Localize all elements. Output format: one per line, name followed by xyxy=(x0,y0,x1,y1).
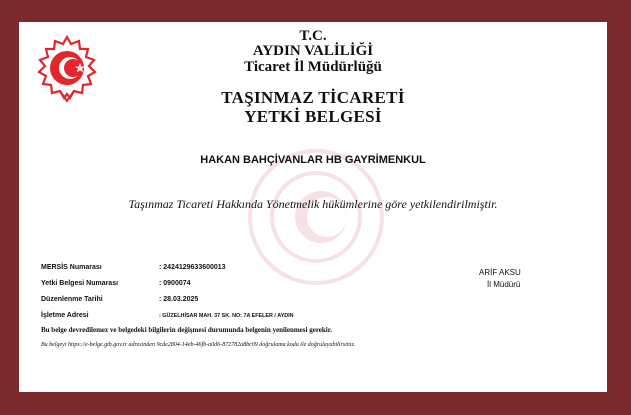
field-value-license-number: : 0900074 xyxy=(159,280,191,287)
header-tc: T.C. xyxy=(299,28,327,44)
field-value-mersis: : 2424129633600013 xyxy=(159,264,226,271)
header-directorate: Ticaret İl Müdürlüğü xyxy=(244,59,382,75)
signatory-name: ARİF AKSU xyxy=(479,268,521,277)
company-name: HAKAN BAHÇİVANLAR HB GAYRİMENKUL xyxy=(200,154,426,166)
transfer-note: Bu belge devredilemez ve belgedeki bilgilerin değişmesi durumunda belgenin yenilenmesi gerekir. xyxy=(41,326,332,334)
certificate-page xyxy=(19,22,607,392)
field-value-issue-date: : 28.03.2025 xyxy=(159,296,199,303)
signatory-title: İl Müdürü xyxy=(487,280,521,289)
field-label-license-number: Yetki Belgesi Numarası xyxy=(41,280,119,287)
authorization-statement: Taşınmaz Ticareti Hakkında Yönetmelik hükümlerine göre yetkilendirilmiştir. xyxy=(128,197,498,211)
field-label-issue-date: Düzenlenme Tarihi xyxy=(41,296,103,303)
field-value-business-address: : GÜZELHİSAR MAH. 37 SK. NO: 7A EFELER / AYDIN xyxy=(159,313,294,319)
document-title-line2: YETKİ BELGESİ xyxy=(244,107,382,126)
header-governorship: AYDIN VALİLİĞİ xyxy=(252,43,374,59)
field-label-business-address: İşletme Adresi xyxy=(41,312,89,319)
document-title-line1: TAŞINMAZ TİCARETİ xyxy=(221,88,405,107)
field-label-mersis: MERSİS Numarası xyxy=(41,264,102,271)
verification-text: Bu belgeyi https://e-belge.gtb.gov.tr adresinden 9cde2804-14eb-46fb-a0d6-872782a8bc09 doğrulama kodu ile doğrulayabilirsiniz. xyxy=(41,342,356,348)
